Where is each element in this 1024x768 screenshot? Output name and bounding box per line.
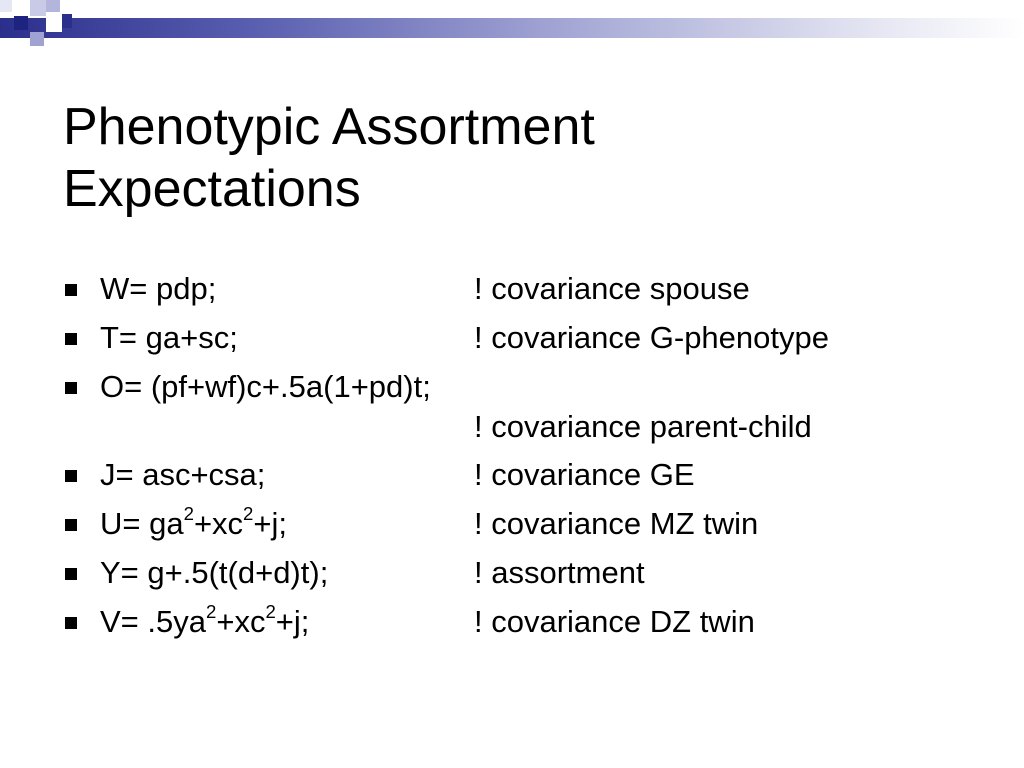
list-item: [0, 602, 1024, 642]
list-item: [0, 553, 1024, 593]
title-line: Expectations: [63, 160, 361, 218]
formula: [100, 504, 287, 544]
formula-part: +j;: [253, 506, 287, 541]
square-bullet-icon: [65, 470, 77, 482]
formula-part: +j;: [275, 604, 310, 639]
comment: ! assortment: [474, 555, 645, 590]
comment: ! covariance G-phenotype: [474, 320, 829, 355]
comment: ! covariance DZ twin: [474, 604, 755, 639]
list-item: [0, 367, 1024, 407]
superscript: 2: [243, 502, 254, 524]
square-bullet-icon: [65, 568, 77, 580]
superscript: 2: [183, 502, 194, 524]
square-bullet-icon: [65, 333, 77, 345]
list-item: [0, 455, 1024, 495]
formula: O= (pf+wf)c+.5a(1+pd)t;: [100, 369, 431, 404]
formula: [100, 602, 309, 642]
list-item: [0, 318, 1024, 358]
square-bullet-icon: [65, 519, 77, 531]
comment: ! covariance GE: [474, 457, 695, 492]
formula: W= pdp;: [100, 271, 217, 306]
formula: T= ga+sc;: [100, 320, 238, 355]
formula-part: V= .5ya: [100, 604, 206, 639]
formula-part: +xc: [216, 604, 266, 639]
comment: ! covariance spouse: [474, 271, 750, 306]
superscript: 2: [206, 600, 217, 622]
formula-part: +xc: [193, 506, 244, 541]
list-item: [0, 504, 1024, 544]
superscript: 2: [265, 600, 276, 622]
comment: ! covariance MZ twin: [474, 506, 759, 541]
square-bullet-icon: [65, 382, 77, 394]
formula: J= asc+csa;: [100, 457, 266, 492]
title-line: Phenotypic Assortment: [63, 98, 595, 156]
list-item: [0, 269, 1024, 309]
square-bullet-icon: [65, 617, 77, 629]
formula: Y= g+.5(t(d+d)t);: [100, 555, 329, 590]
square-bullet-icon: [65, 284, 77, 296]
list-item-continuation: [0, 407, 1024, 447]
comment: ! covariance parent-child: [474, 409, 812, 444]
formula-part: U= ga: [100, 506, 184, 541]
